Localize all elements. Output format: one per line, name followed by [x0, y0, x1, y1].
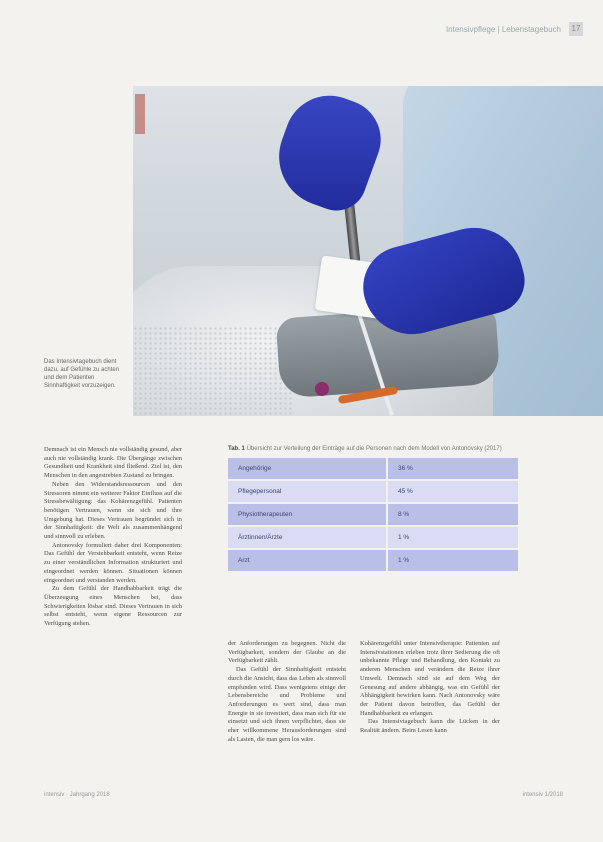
- table-cell-value: 1 %: [387, 526, 518, 549]
- paragraph: Antonovsky formuliert daher drei Komponenten: Das Gefühl der Verstehbarkeit entsteht, wenn Reize zu einer verständlichen Information strukturiert und eingeordnet werden können. Situationen können eingeordnet und verstanden werden.: [44, 541, 182, 584]
- pillow-pattern-shape: [133, 326, 293, 416]
- table-cell-value: 36 %: [387, 458, 518, 480]
- table-cell-label: Arzt: [228, 549, 387, 571]
- page-header: [446, 22, 583, 36]
- article-photo: [133, 86, 603, 416]
- footer-right: intensiv 1/2018: [522, 792, 563, 798]
- paragraph: Kohärenzgefühl unter Intensivtherapie: Patienten auf Intensivstationen erleben trotz ihrer Sedierung die oft unbekannte Pflege und Behandlung, den Kontakt zu anderen Menschen und verändern die Reize ihrer Umwelt. Demnach sind sie auf dem Weg der Genesung auf andere abhängig, was ein Gefühl der Abhängigkeit bewirken kann. Nach Antonovsky wäre der Patient davon betroffen, das Gefühl der Handhabbarkeit zu erlangen.: [360, 640, 500, 717]
- table-cell-label: Pflegepersonal: [228, 480, 387, 503]
- table-cell-label: Ärztinnen/Ärzte: [228, 526, 387, 549]
- table-caption-text: Übersicht zur Verteilung der Einträge auf die Personen nach dem Modell von Antonovsky (2017): [246, 446, 502, 452]
- paragraph: Demnach ist ein Mensch nie vollständig gesund, aber auch nie vollständig krank. Die Übergänge zwischen Gesundheit und Krankheit sind fließend. Ziel ist, den Menschen in den angestrebten Zustand zu bringen.: [44, 446, 182, 480]
- photo-caption: Das Intensivtagebuch dient dazu, auf Gefühle zu achten und dem Patienten Sinnhaftigkeit vorzuzeigen.: [44, 359, 120, 390]
- table-caption-label: Tab. 1: [228, 446, 245, 452]
- footer-left: intensiv · Jahrgang 2018: [44, 792, 110, 798]
- table-cell-label: Physiotherapeuten: [228, 503, 387, 526]
- text-column-2: [228, 640, 346, 744]
- purple-cap-shape: [315, 382, 329, 396]
- page-number-box: 17: [569, 22, 583, 36]
- table-cell-value: 8 %: [387, 503, 518, 526]
- table-row: [228, 526, 518, 549]
- text-column-3: [360, 640, 500, 736]
- distribution-table: [228, 458, 518, 571]
- photo-credit-strip: [135, 94, 145, 134]
- text-column-1: [44, 446, 182, 629]
- paragraph: Das Intensivtagebuch kann die Lücken in der Realität ändern. Beim Lesen kann: [360, 718, 500, 735]
- paragraph: Das Gefühl der Sinnhaftigkeit entsteht durch die Ansicht, dass das Leben als sinnvoll empfunden wird. Dass wenigstens einige der Lebensbereiche und Probleme und Anforderungen es wert sind, dass man Energie in sie investiert, dass man sich für sie einsetzt und sich ihnen verpflichtet, dass sie eher willkommene Herausforderungen sind als Lasten, die man gern los wäre.: [228, 666, 346, 743]
- table-row: [228, 503, 518, 526]
- blue-glove-upper-shape: [265, 86, 392, 219]
- table-row: [228, 549, 518, 571]
- paragraph: Zu dem Gefühl der Handhabbarkeit trägt die Überzeugung eines Menschen bei, dass Schwierigkeiten lösbar sind. Dieses Vertrauen in sich selbst entsteht, wenn eigene Ressourcen zur Verfügung stehen.: [44, 585, 182, 628]
- table-cell-label: Angehörige: [228, 458, 387, 480]
- paragraph: der Anforderungen zu begegnen. Nicht die Verfügbarkeit, sondern der Glaube an die Verfügbarkeit zählt.: [228, 640, 346, 665]
- paragraph: Neben den Widerstandsressourcen und den Stressoren nimmt ein weiterer Faktor Einfluss auf die Stressbewältigung: das Kohärenzgefühl. Patienten benötigen Vertrauen, wenn sie sich und ihre Umgebung hat. Dieses Vertrauen begründet sich in der Sinnhaftigkeit: die Welt als zusammenhängend und sinnvoll zu erleben.: [44, 480, 182, 541]
- running-head: Intensivpflege | Lebenstagebuch: [445, 24, 561, 34]
- table-caption: [228, 446, 518, 452]
- table-row: [228, 458, 518, 480]
- table-cell-value: 45 %: [387, 480, 518, 503]
- table-cell-value: 1 %: [387, 549, 518, 571]
- table-row: [228, 480, 518, 503]
